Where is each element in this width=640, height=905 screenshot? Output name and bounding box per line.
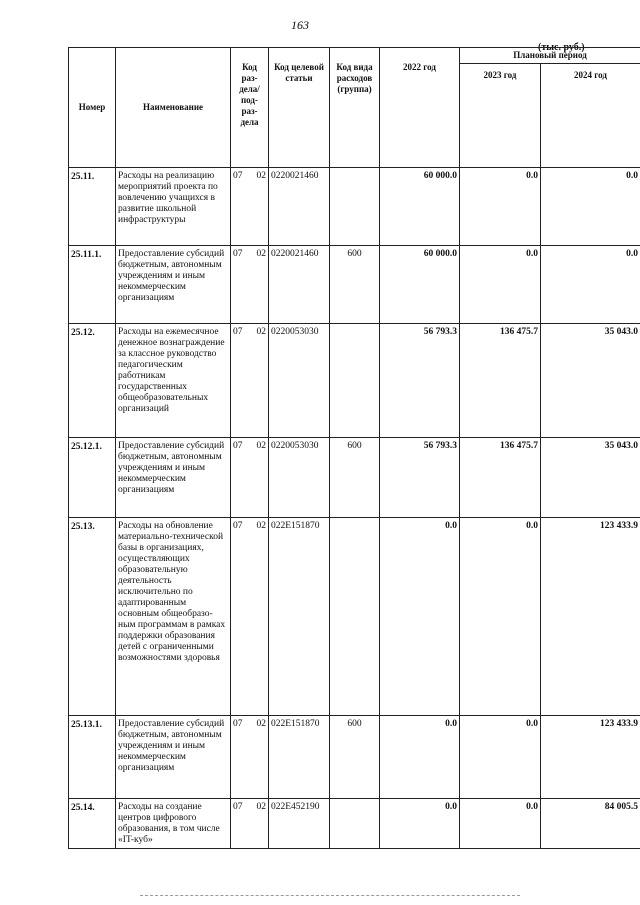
vid-code: 600: [330, 438, 380, 518]
razdel-code: 07: [233, 802, 243, 812]
value-2022: 0.0: [380, 716, 460, 799]
value-2024: 35 043.0: [541, 438, 640, 518]
unit-note: (тыс. руб.): [538, 42, 585, 53]
target-code: 0220053030: [269, 438, 330, 518]
vid-code: [330, 168, 380, 246]
razdel-code: 07: [233, 171, 243, 181]
row-number: 25.11.1.: [69, 246, 116, 324]
vid-code: [330, 324, 380, 438]
row-number: 25.12.1.: [69, 438, 116, 518]
header-2022: 2022 год: [380, 48, 460, 168]
value-2024: 123 433.9: [541, 518, 640, 716]
value-2023: 0.0: [460, 168, 541, 246]
podrazdel-code: 02: [256, 521, 266, 531]
table-row: [69, 438, 640, 518]
header-2023: 2023 год: [460, 64, 541, 168]
row-number: 25.13.1.: [69, 716, 116, 799]
value-2022: 0.0: [380, 799, 460, 849]
row-number: 25.13.: [69, 518, 116, 716]
value-2022: 56 793.3: [380, 324, 460, 438]
table-row: [69, 324, 640, 438]
value-2024: 35 043.0: [541, 324, 640, 438]
podrazdel-code: 02: [256, 171, 266, 181]
target-code: 0220021460: [269, 246, 330, 324]
razdel-code: 07: [233, 249, 243, 259]
razdel-code: 07: [233, 719, 243, 729]
header-plan-period: Плановый период: [460, 48, 640, 64]
vid-code: [330, 799, 380, 849]
row-name: Расходы на ежемесячное денежное вознаграждение за классное руководство педагогическим работникам государственных общеобразовательных организаций: [116, 324, 231, 438]
value-2022: 0.0: [380, 518, 460, 716]
header-name: Наименование: [116, 48, 231, 168]
target-code: 022Е151870: [269, 518, 330, 716]
header-razdel: Код раз-дела/ под-раз-дела: [231, 48, 269, 168]
value-2022: 60 000.0: [380, 168, 460, 246]
vid-code: 600: [330, 716, 380, 799]
target-code: 0220021460: [269, 168, 330, 246]
value-2024: 0.0: [541, 168, 640, 246]
value-2023: 0.0: [460, 716, 541, 799]
value-2023: 0.0: [460, 799, 541, 849]
razdel-code: 07: [233, 327, 243, 337]
header-number: Номер: [69, 48, 116, 168]
row-name: Расходы на обновление материально-технической базы в организациях, осуществляющих образовательную деятельность исключительно по адаптированным основным общеобразо-ным программам в рамках поддержки образования детей с ограниченными возможностями здоровья: [116, 518, 231, 716]
table-row: [69, 518, 640, 716]
value-2024: 0.0: [541, 246, 640, 324]
value-2023: 136 475.7: [460, 324, 541, 438]
podrazdel-code: 02: [256, 327, 266, 337]
row-number: 25.11.: [69, 168, 116, 246]
target-code: 022Е452190: [269, 799, 330, 849]
podrazdel-code: 02: [256, 249, 266, 259]
header-target: Код целевой статьи: [269, 48, 330, 168]
row-name: Предоставление субсидий бюджетным, автономным учреждениям и иным некоммерческим организациям: [116, 716, 231, 799]
value-2022: 60 000.0: [380, 246, 460, 324]
row-number: 25.12.: [69, 324, 116, 438]
table-row: [69, 799, 640, 849]
header-vid: Код вида расходов (группа): [330, 48, 380, 168]
value-2023: 0.0: [460, 246, 541, 324]
row-name: Расходы на реализацию мероприятий проекта по вовлечению учащихся в развитие школьной инфраструктуры: [116, 168, 231, 246]
row-name: Расходы на создание центров цифрового образования, в том числе «IT-куб»: [116, 799, 231, 849]
podrazdel-code: 02: [256, 802, 266, 812]
vid-code: [330, 518, 380, 716]
target-code: 022Е151870: [269, 716, 330, 799]
value-2024: 84 005.5: [541, 799, 640, 849]
budget-table: [68, 47, 640, 849]
value-2023: 0.0: [460, 518, 541, 716]
value-2023: 136 475.7: [460, 438, 541, 518]
target-code: 0220053030: [269, 324, 330, 438]
razdel-code: 07: [233, 441, 243, 451]
podrazdel-code: 02: [256, 719, 266, 729]
vid-code: 600: [330, 246, 380, 324]
row-name: Предоставление субсидий бюджетным, автономным учреждениям и иным некоммерческим организациям: [116, 438, 231, 518]
row-number: 25.14.: [69, 799, 116, 849]
value-2024: 123 433.9: [541, 716, 640, 799]
table-row: [69, 246, 640, 324]
page-number: 163: [291, 18, 309, 32]
footer-scan-line: [140, 895, 520, 897]
table-row: [69, 716, 640, 799]
row-name: Предоставление субсидий бюджетным, автономным учреждениям и иным некоммерческим организациям: [116, 246, 231, 324]
razdel-code: 07: [233, 521, 243, 531]
table-row: [69, 168, 640, 246]
value-2022: 56 793.3: [380, 438, 460, 518]
podrazdel-code: 02: [256, 441, 266, 451]
header-2024: 2024 год: [541, 64, 640, 168]
